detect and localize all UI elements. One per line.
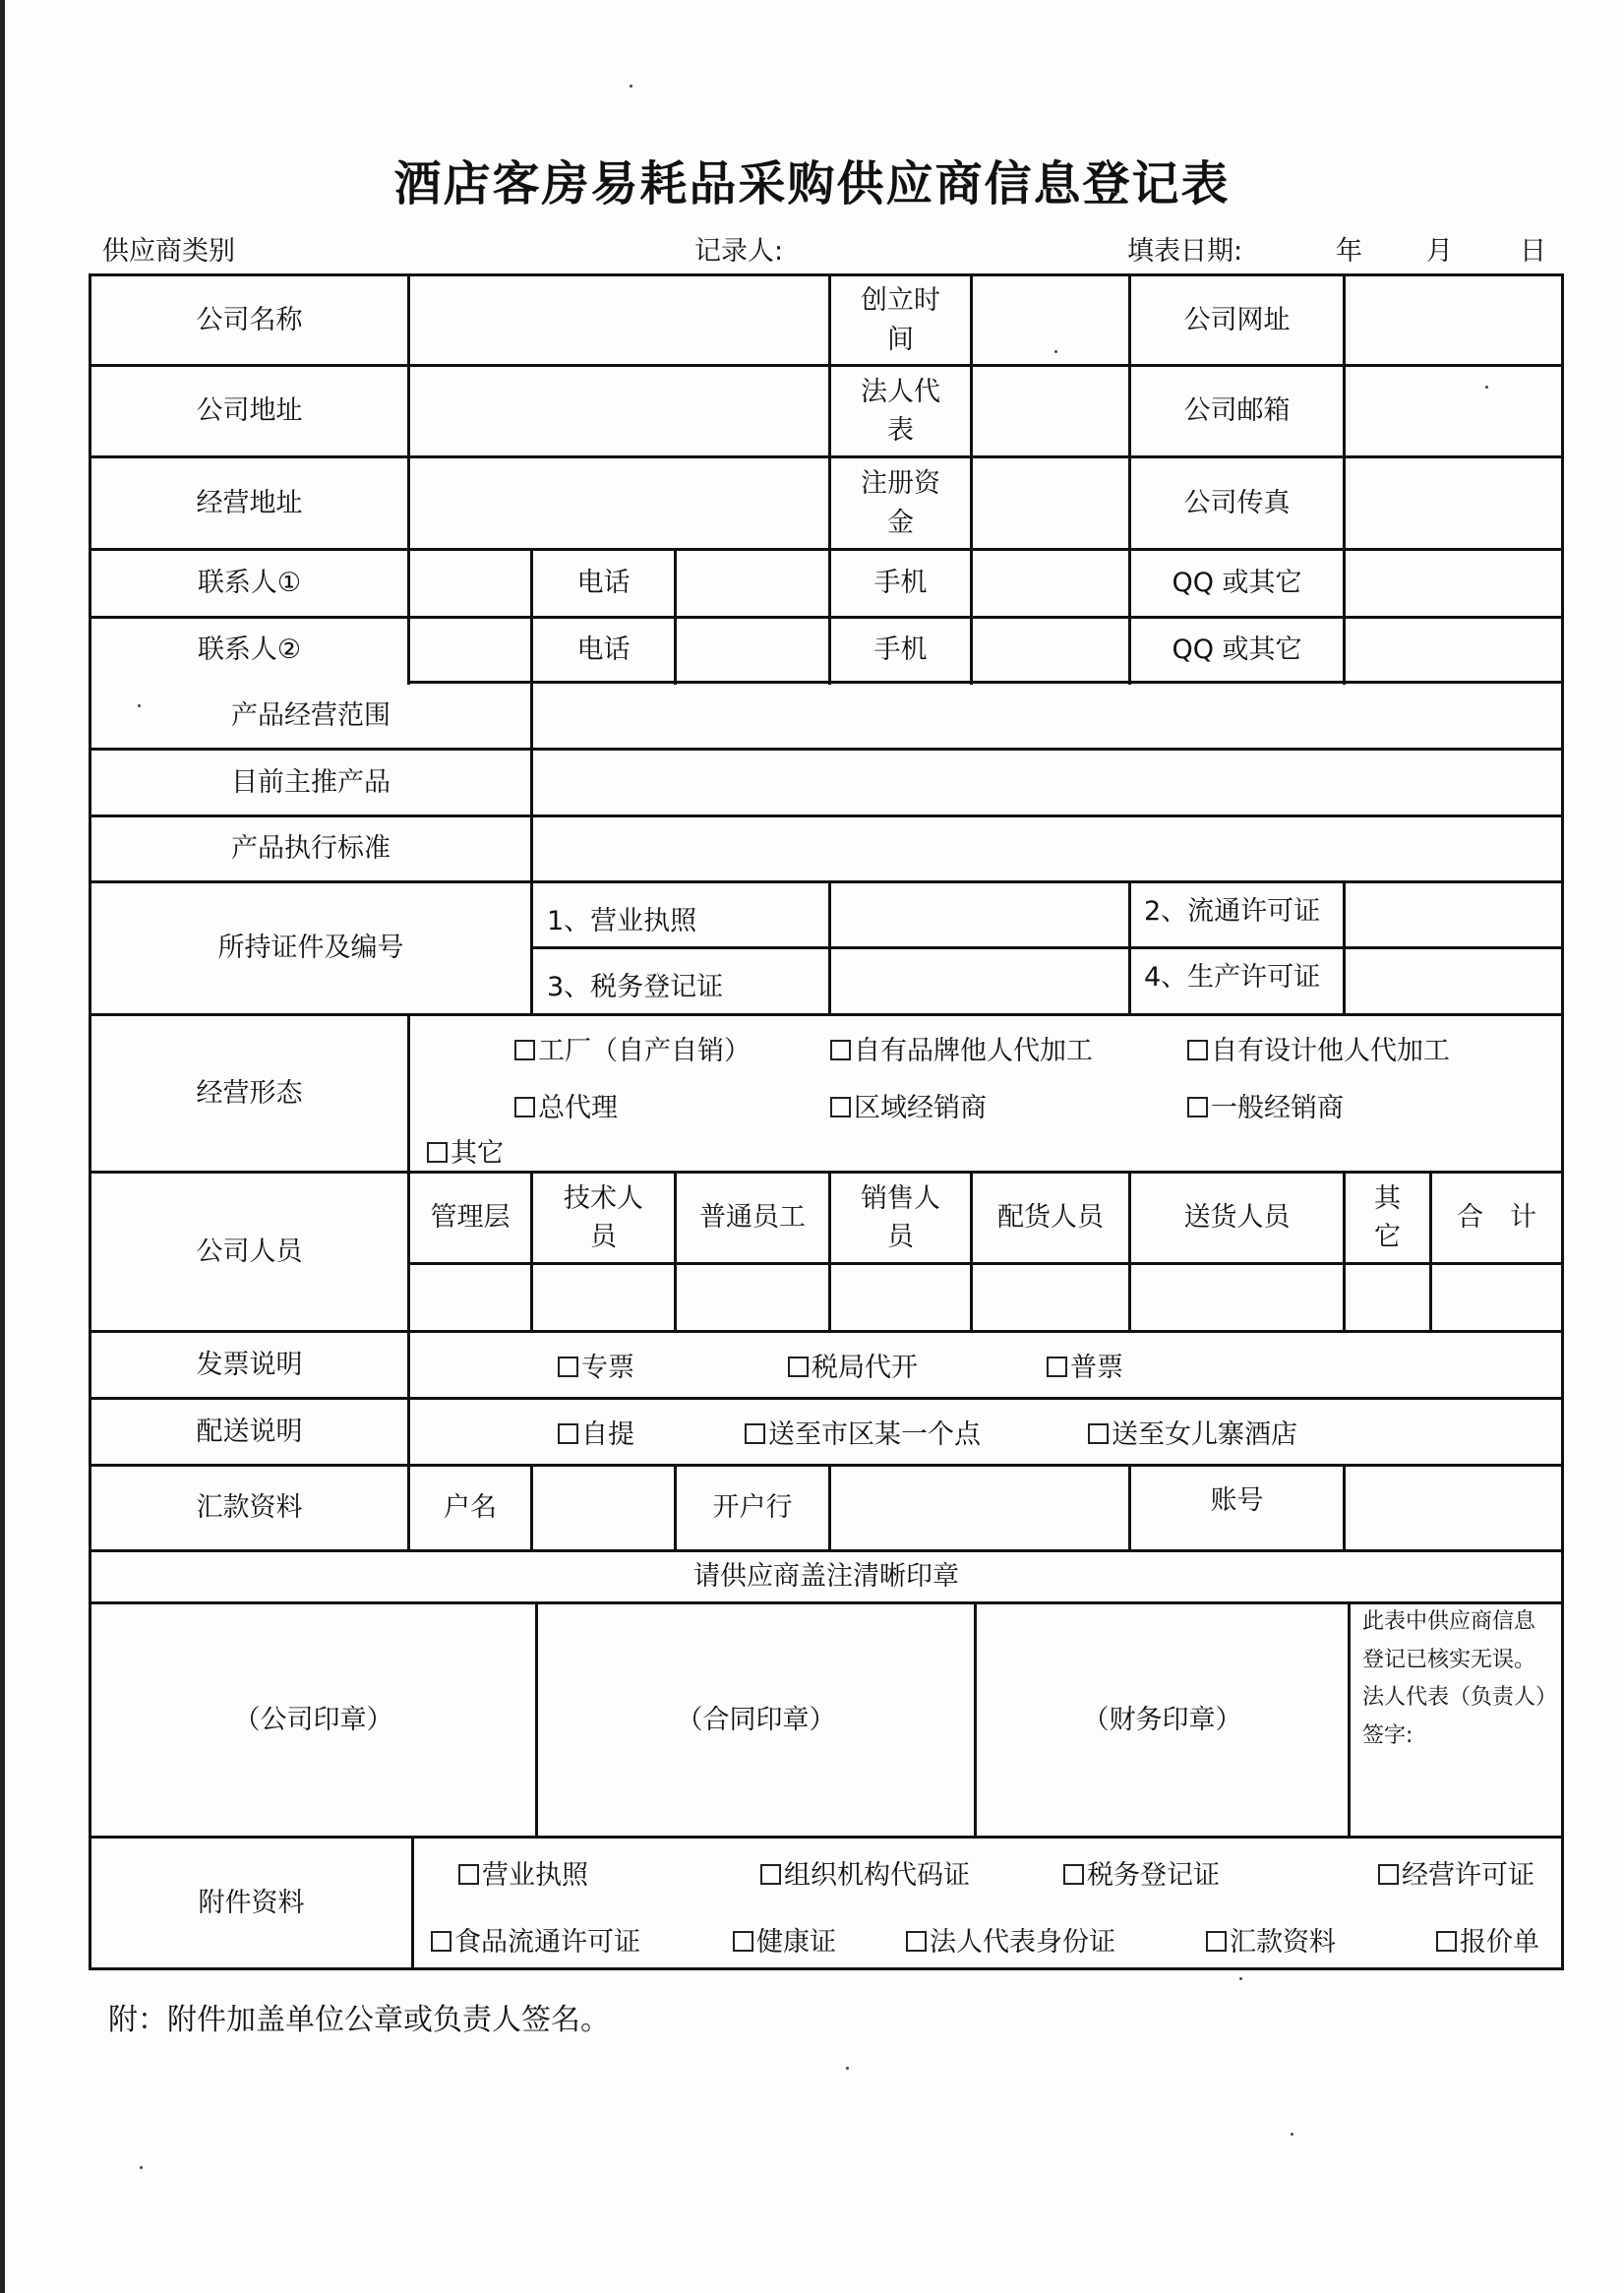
attach-quotation[interactable]: 报价单 <box>1436 1920 1539 1959</box>
checkbox-icon <box>427 1142 448 1163</box>
contact-2-label: 联系人② <box>197 634 302 665</box>
attach-legal-rep-id[interactable]: 法人代表身份证 <box>906 1920 1115 1959</box>
checkbox-icon <box>558 1357 578 1377</box>
option-regional-dealer[interactable]: 区域经销商 <box>830 1086 987 1124</box>
footer-note: 附：附件加盖单位公章或负责人签名。 <box>108 2003 610 2037</box>
staff-total-header: 合 计 <box>1457 1202 1536 1234</box>
year-label: 年 <box>1336 236 1362 267</box>
option-business-other[interactable]: 其它 <box>427 1131 504 1170</box>
business-address-field[interactable] <box>410 458 828 548</box>
main-products-label: 目前主推产品 <box>231 766 391 798</box>
attach-health-cert[interactable]: 健康证 <box>733 1920 836 1959</box>
cert-tax-field[interactable] <box>831 949 1128 1013</box>
attach-food-circulation[interactable]: 食品流通许可证 <box>431 1920 640 1959</box>
option-tax-bureau-invoice[interactable]: 税局代开 <box>788 1346 918 1384</box>
contract-seal-area[interactable]: （合同印章） <box>676 1704 836 1735</box>
business-address-label: 经营地址 <box>196 487 303 518</box>
staff-tech-header: 技术人 员 <box>564 1182 643 1252</box>
checkbox-icon <box>558 1423 578 1444</box>
attach-operating-permit[interactable]: 经营许可证 <box>1378 1853 1534 1892</box>
supplier-type-label: 供应商类别 <box>102 236 235 267</box>
contact-1-mobile-label: 手机 <box>873 568 928 599</box>
legal-rep-field[interactable] <box>973 367 1128 455</box>
option-general-dealer[interactable]: 一般经销商 <box>1187 1086 1344 1124</box>
staff-general-field[interactable] <box>677 1265 828 1330</box>
option-general-agent[interactable]: 总代理 <box>514 1086 618 1124</box>
checkbox-icon <box>1187 1040 1208 1060</box>
account-name-field[interactable] <box>533 1467 674 1549</box>
invoice-label: 发票说明 <box>196 1349 303 1380</box>
website-label: 公司网址 <box>1183 304 1291 335</box>
staff-delivery-header: 送货人员 <box>1183 1202 1291 1234</box>
scan-edge <box>0 0 5 2293</box>
staff-total-field[interactable] <box>1432 1265 1561 1330</box>
checkbox-icon <box>1378 1864 1399 1885</box>
attach-business-license[interactable]: 营业执照 <box>458 1853 588 1892</box>
option-own-design-oem[interactable]: 自有设计他人代加工 <box>1187 1029 1450 1067</box>
contact-1-mobile-field[interactable] <box>973 551 1128 616</box>
staff-tech-field[interactable] <box>533 1265 674 1330</box>
contact-1-phone-label: 电话 <box>576 568 631 599</box>
checkbox-icon <box>431 1931 451 1952</box>
staff-sales-header: 销售人 员 <box>861 1182 940 1252</box>
legal-rep-label: 法人代 表 <box>861 376 940 446</box>
finance-seal-area[interactable]: （财务印章） <box>1082 1704 1242 1735</box>
checkbox-icon <box>514 1097 535 1117</box>
staff-general-header: 普通员工 <box>699 1202 806 1234</box>
cert-tax-label: 3、税务登记证 <box>547 972 724 1003</box>
option-self-pickup[interactable]: 自提 <box>558 1413 634 1451</box>
account-no-label: 账号 <box>1210 1485 1264 1517</box>
product-standard-label: 产品执行标准 <box>231 833 391 865</box>
product-scope-field[interactable] <box>533 684 1561 748</box>
staff-sales-field[interactable] <box>831 1265 970 1330</box>
contact-2-qq-field[interactable] <box>1346 619 1561 681</box>
option-city-point[interactable]: 送至市区某一个点 <box>745 1413 981 1451</box>
staff-label: 公司人员 <box>196 1236 303 1267</box>
contact-2-mobile-label: 手机 <box>873 634 928 665</box>
checkbox-icon <box>1187 1097 1208 1117</box>
account-name-label: 户名 <box>444 1492 497 1524</box>
company-name-label: 公司名称 <box>196 304 303 335</box>
staff-management-header: 管理层 <box>430 1202 511 1234</box>
attach-tax-registration[interactable]: 税务登记证 <box>1063 1853 1220 1892</box>
delivery-label: 配送说明 <box>196 1416 303 1447</box>
checkbox-icon <box>1088 1423 1109 1444</box>
staff-dispatch-field[interactable] <box>973 1265 1128 1330</box>
option-hotel-delivery[interactable]: 送至女儿寨酒店 <box>1088 1413 1297 1451</box>
seal-notice: 请供应商盖注清晰印章 <box>693 1561 959 1593</box>
contact-2-phone-field[interactable] <box>677 619 828 681</box>
checkbox-icon <box>745 1423 765 1444</box>
contact-2-field[interactable] <box>410 619 530 681</box>
checkbox-icon <box>1436 1931 1457 1952</box>
checkbox-icon <box>458 1864 479 1885</box>
option-ordinary-invoice[interactable]: 普票 <box>1047 1346 1123 1384</box>
founded-field[interactable] <box>973 276 1128 364</box>
email-label: 公司邮箱 <box>1183 395 1291 427</box>
checkbox-icon <box>1063 1864 1084 1885</box>
staff-dispatch-header: 配货人员 <box>997 1202 1104 1234</box>
company-address-label: 公司地址 <box>196 395 303 427</box>
contact-2-mobile-field[interactable] <box>973 619 1128 681</box>
business-form-label: 经营形态 <box>196 1077 303 1109</box>
company-seal-area[interactable]: （公司印章） <box>233 1704 393 1735</box>
checkbox-icon <box>830 1040 851 1060</box>
reg-capital-field[interactable] <box>973 458 1128 548</box>
checkbox-icon <box>1047 1357 1067 1377</box>
contact-1-label: 联系人① <box>197 568 302 599</box>
contact-1-field[interactable] <box>410 551 530 616</box>
cert-circulation-label: 2、流通许可证 <box>1144 896 1321 928</box>
account-no-field[interactable] <box>1346 1467 1561 1549</box>
reg-capital-label: 注册资 金 <box>861 468 940 538</box>
attach-remittance-info[interactable]: 汇款资料 <box>1206 1920 1336 1959</box>
certificates-label: 所持证件及编号 <box>217 933 404 964</box>
option-factory[interactable]: 工厂（自产自销） <box>514 1029 751 1067</box>
option-own-brand-oem[interactable]: 自有品牌他人代加工 <box>830 1029 1093 1067</box>
contact-1-qq-label: QQ 或其它 <box>1172 568 1302 599</box>
company-address-field[interactable] <box>410 367 828 455</box>
fax-label: 公司传真 <box>1183 487 1291 518</box>
cert-business-license-field[interactable] <box>831 883 1128 946</box>
founded-label: 创立时 间 <box>861 285 940 355</box>
bank-label: 开户行 <box>712 1492 793 1524</box>
checkbox-icon <box>788 1357 809 1377</box>
checkbox-icon <box>760 1864 781 1885</box>
contact-1-qq-field[interactable] <box>1346 551 1561 616</box>
cert-production-label: 4、生产许可证 <box>1144 962 1321 994</box>
checkbox-icon <box>1206 1931 1227 1952</box>
product-scope-label: 产品经营范围 <box>231 699 391 731</box>
cert-circulation-field[interactable] <box>1346 883 1561 946</box>
staff-other-field[interactable] <box>1346 1265 1429 1330</box>
attach-org-code[interactable]: 组织机构代码证 <box>760 1853 970 1892</box>
option-special-invoice[interactable]: 专票 <box>558 1346 634 1384</box>
fax-field[interactable] <box>1346 458 1561 548</box>
staff-other-header: 其 它 <box>1374 1182 1401 1252</box>
cert-production-field[interactable] <box>1346 949 1561 1013</box>
month-label: 月 <box>1426 236 1453 267</box>
remittance-label: 汇款资料 <box>196 1492 303 1524</box>
staff-delivery-field[interactable] <box>1131 1265 1343 1330</box>
product-standard-field[interactable] <box>533 817 1561 880</box>
cert-business-license-label: 1、营业执照 <box>547 906 697 937</box>
verification-note: 此表中供应商信息 登记已核实无误。 法人代表（负责人） 签字: <box>1362 1609 1558 1748</box>
contact-2-qq-label: QQ 或其它 <box>1172 634 1302 665</box>
checkbox-icon <box>514 1040 535 1060</box>
checkbox-icon <box>906 1931 927 1952</box>
email-field[interactable] <box>1346 367 1561 455</box>
contact-1-phone-field[interactable] <box>677 551 828 616</box>
staff-management-field[interactable] <box>410 1265 530 1330</box>
company-name-field[interactable] <box>410 276 828 364</box>
fill-date-label: 填表日期: <box>1127 236 1243 267</box>
website-field[interactable] <box>1346 276 1561 364</box>
form-title: 酒店客房易耗品采购供应商信息登记表 <box>393 156 1231 211</box>
main-products-field[interactable] <box>533 751 1561 815</box>
checkbox-icon <box>830 1097 851 1117</box>
checkbox-icon <box>733 1931 753 1952</box>
recorder-label: 记录人: <box>694 236 784 267</box>
attachments-label: 附件资料 <box>198 1887 305 1918</box>
bank-field[interactable] <box>831 1467 1128 1549</box>
day-label: 日 <box>1520 236 1546 267</box>
contact-2-phone-label: 电话 <box>576 634 631 665</box>
